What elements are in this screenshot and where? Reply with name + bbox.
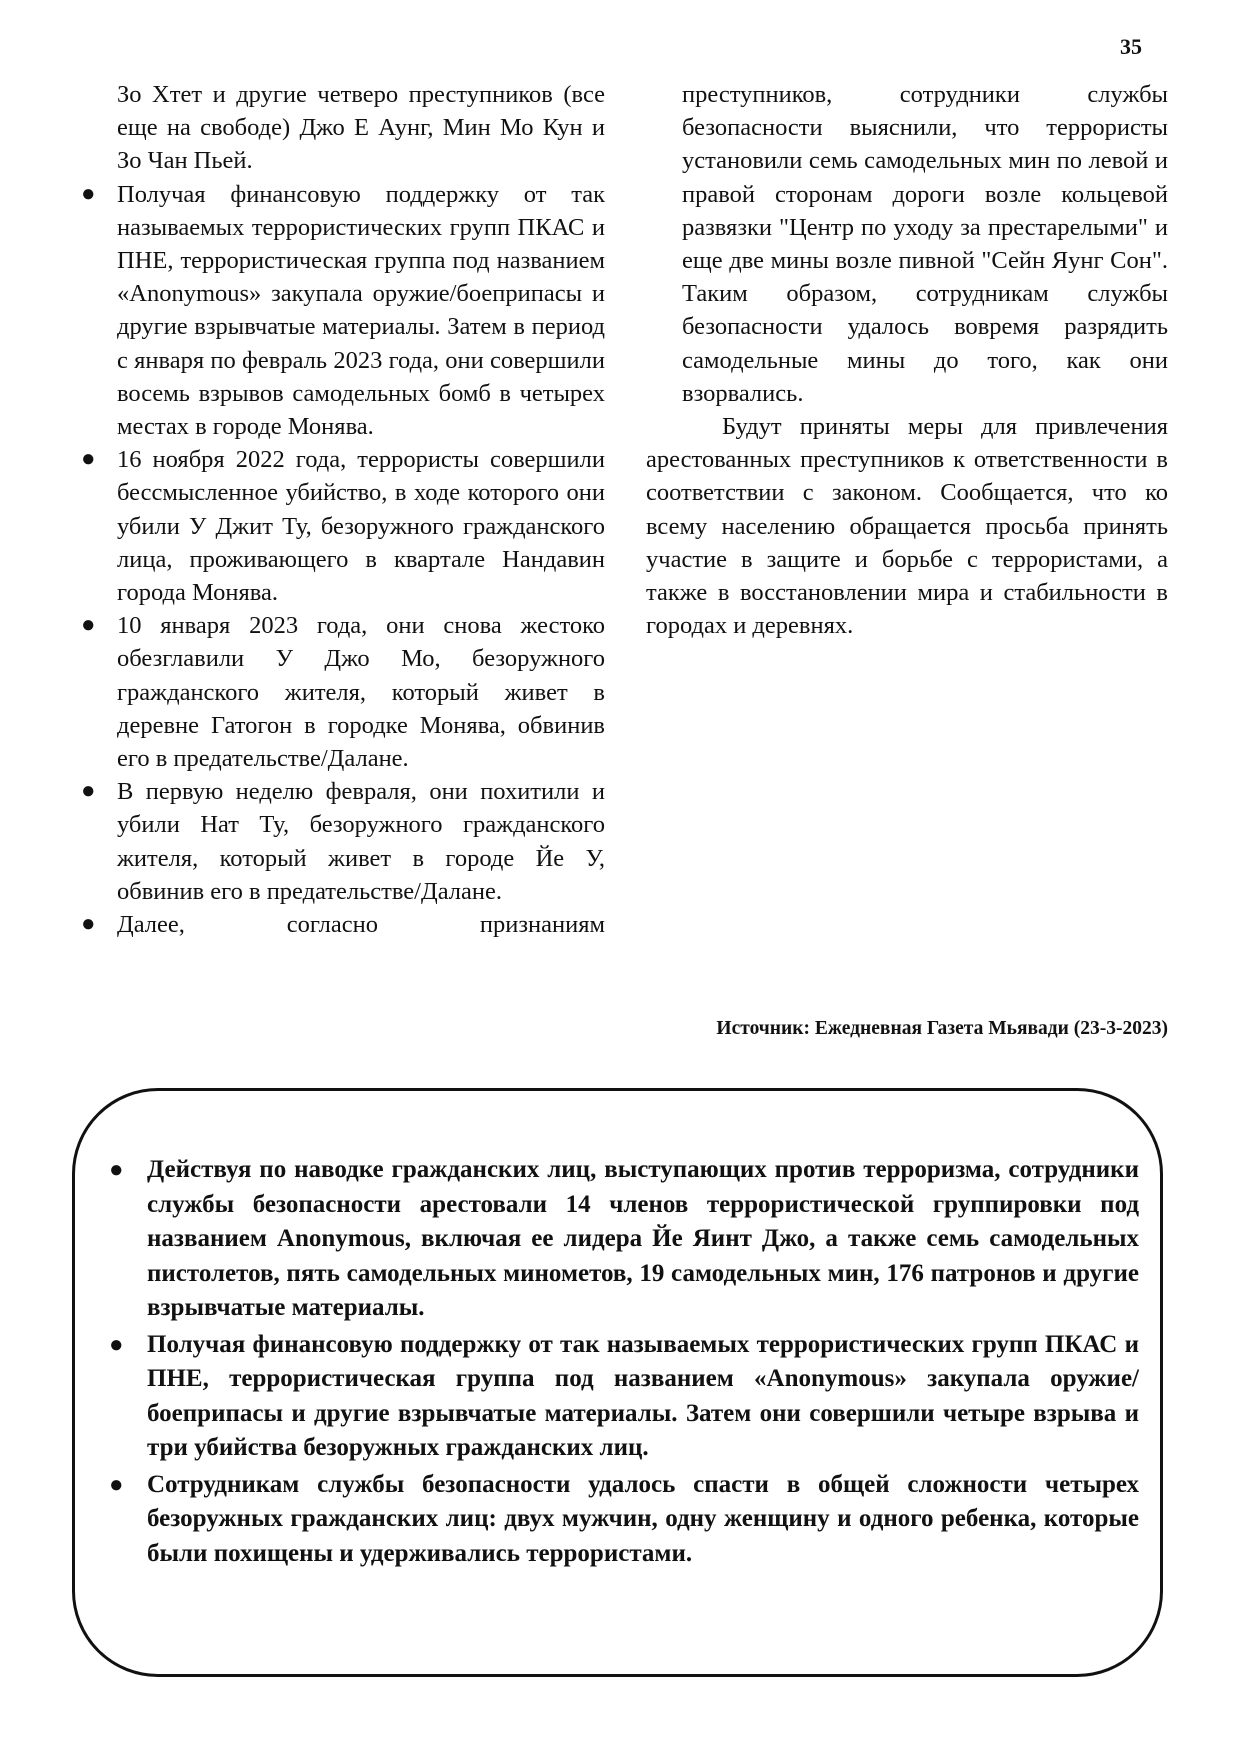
left-bullet-list	[75, 178, 605, 942]
source-citation: Источник: Ежедневная Газета Мьявади (23-3-2023)	[716, 1018, 1168, 1039]
bullet-icon: ●	[81, 180, 96, 207]
continuation-paragraph: преступников, сотрудники службы безопасности выяснили, что террористы установили семь самодельных мин по левой и правой сторонам дороги возле кольцевой развязки "Центр по уходу за престарелыми" и еще две мины возле пивной "Сейн Яунг Сон". Таким образом, сотрудникам службы безопасности удалось вовремя разрядить самодельные мины до того, как они взорвались.	[682, 81, 1168, 407]
summary-box	[72, 1088, 1163, 1677]
closing-paragraph: Будут приняты меры для привлечения арестованных преступников к ответственности в соответствии с законом. Сообщается, что ко всему населению обращается просьба принять участие в защите и борьбе с террористами, а также в восстановлении мира и стабильности в городах и деревнях.	[646, 413, 1168, 640]
list-item-text: Получая финансовую поддержку от так называемых террористических групп ПКАС и ПНЕ, террористическая группа под названием «Anonymous» закупала оружие/боеприпасы и другие взрывчатые материалы. Затем в период с января по февраль 2023 года, они совершили восемь взрывов самодельных бомб в четырех местах в городе Монява.	[117, 180, 605, 441]
list-item-text: Далее, согласно признаниям	[117, 911, 605, 939]
left-column	[75, 78, 605, 941]
list-item-text: 16 ноября 2022 года, террористы совершили бессмысленное убийство, в ходе которого они убили У Джит Ту, безоружного гражданского лица, проживающего в квартале Нандавин города Монява.	[117, 446, 605, 607]
bullet-icon: ●	[109, 1331, 124, 1358]
summary-item	[107, 1468, 1139, 1572]
bullet-icon: ●	[81, 446, 96, 473]
bullet-icon: ●	[81, 778, 96, 805]
list-item	[75, 908, 605, 941]
list-item	[75, 443, 605, 609]
bullet-icon: ●	[109, 1471, 124, 1498]
summary-item-text: Сотрудникам службы безопасности удалось спасти в общей сложности четырех безоружных гражданских лиц: двух мужчин, одну женщину и одного ребенка, которые были похищены и удерживались террористами.	[147, 1470, 1139, 1567]
list-item-text: 10 января 2023 года, они снова жестоко обезглавили У Джо Мо, безоружного гражданского жителя, который живет в деревне Гатогон в городке Монява, обвинив его в предательстве/Далане.	[117, 612, 605, 773]
summary-item-text: Действуя по наводке гражданских лиц, выступающих против терроризма, сотрудники службы безопасности арестовали 14 членов террористической группировки под названием Anonymous, включая ее лидера Йе Яинт Джо, а также семь самодельных пистолетов, пять самодельных минометов, 19 самодельных мин, 176 патронов и другие взрывчатые материалы.	[147, 1156, 1139, 1321]
list-item	[75, 609, 605, 775]
summary-item-text: Получая финансовую поддержку от так называемых террористических групп ПКАС и ПНЕ, террористическая группа под названием «Anonymous» закупала оружие/боеприпасы и другие взрывчатые материалы. Затем они совершили четыре взрыва и три убийства безоружных гражданских лиц.	[147, 1330, 1139, 1461]
summary-bullet-list	[107, 1153, 1139, 1573]
summary-item	[107, 1328, 1139, 1466]
bullet-icon: ●	[81, 911, 96, 938]
bullet-icon: ●	[109, 1157, 124, 1183]
lead-paragraph: Зо Хтет и другие четверо преступников (все еще на свободе) Джо Е Аунг, Мин Мо Кун и Зо Чан Пьей.	[117, 81, 605, 175]
list-item	[75, 178, 605, 444]
right-column	[646, 78, 1168, 642]
bullet-icon: ●	[81, 612, 96, 639]
list-item-text: В первую неделю февраля, они похитили и убили Нат Ту, безоружного гражданского жителя, который живет в городе Йе У, обвинив его в предательстве/Далане.	[117, 778, 605, 905]
summary-item	[107, 1153, 1139, 1326]
list-item	[75, 775, 605, 908]
page-number: 35	[1120, 34, 1142, 59]
